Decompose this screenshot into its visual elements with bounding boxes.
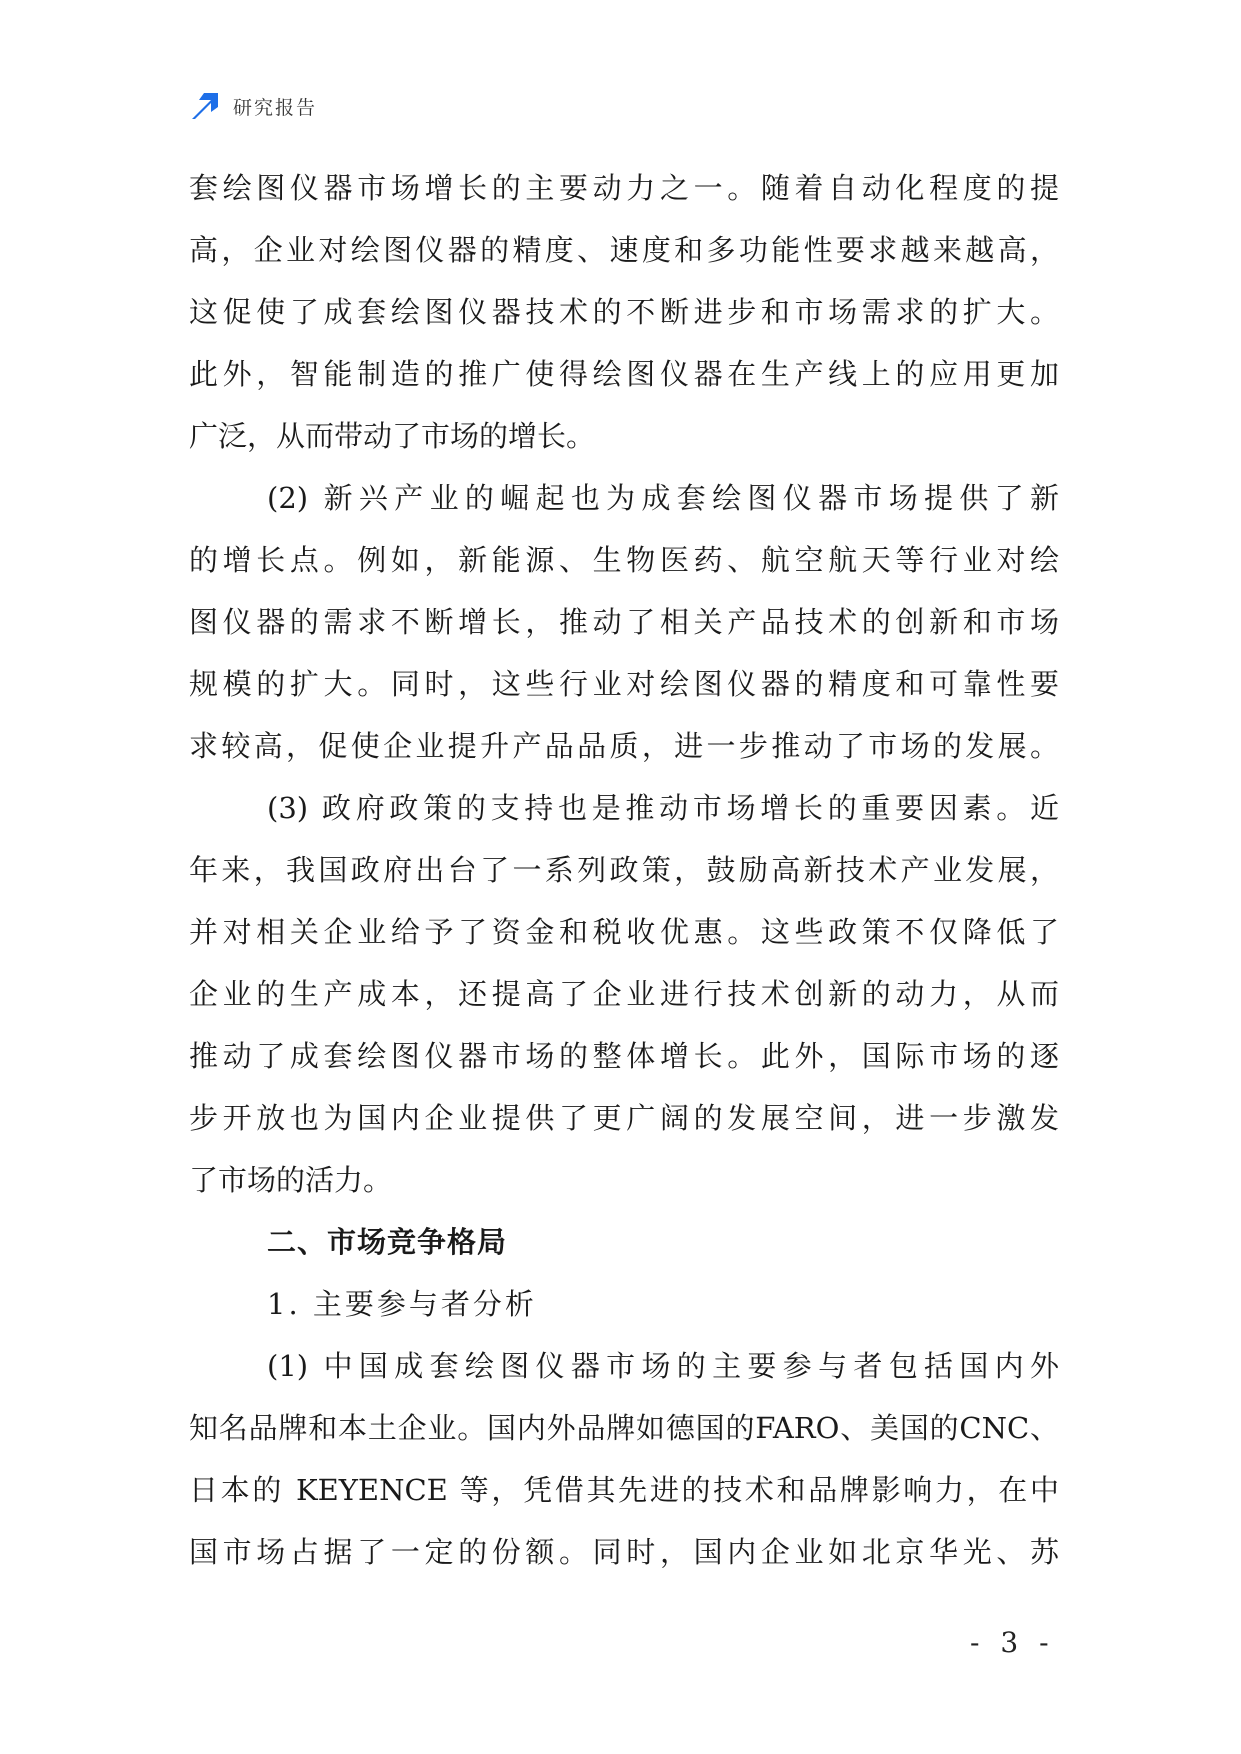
body-line: 这促使了成套绘图仪器技术的不断进步和市场需求的扩大。 bbox=[189, 295, 1059, 329]
body-line: 此外，智能制造的推广使得绘图仪器在生产线上的应用更加 bbox=[189, 357, 1059, 391]
body-line: 国市场占据了一定的份额。同时，国内企业如北京华光、苏 bbox=[189, 1535, 1059, 1569]
body-line: 图仪器的需求不断增长，推动了相关产品技术的创新和市场 bbox=[189, 605, 1059, 639]
body-line: (2) 新兴产业的崛起也为成套绘图仪器市场提供了新 bbox=[267, 481, 1059, 515]
body-line: 企业的生产成本，还提高了企业进行技术创新的动力，从而 bbox=[189, 977, 1059, 1011]
arrow-up-right-icon bbox=[189, 90, 221, 122]
body-line: 日本的 KEYENCE 等，凭借其先进的技术和品牌影响力，在中 bbox=[189, 1473, 1059, 1507]
report-header bbox=[189, 88, 317, 124]
section-heading: 二、市场竞争格局 bbox=[267, 1225, 508, 1259]
body-line: (1) 中国成套绘图仪器市场的主要参与者包括国内外 bbox=[267, 1349, 1059, 1383]
subsection-heading: 1. 主要参与者分析 bbox=[267, 1287, 537, 1321]
body-line: 高，企业对绘图仪器的精度、速度和多功能性要求越来越高， bbox=[189, 233, 1059, 267]
document-body bbox=[189, 157, 1059, 1583]
body-line: 了市场的活力。 bbox=[189, 1163, 393, 1197]
body-line: 套绘图仪器市场增长的主要动力之一。随着自动化程度的提 bbox=[189, 171, 1059, 205]
page-number: - 3 - bbox=[970, 1626, 1055, 1659]
header-title: 研究报告 bbox=[233, 96, 318, 119]
body-line: 求较高，促使企业提升产品品质，进一步推动了市场的发展。 bbox=[189, 729, 1059, 763]
body-line: 的增长点。例如，新能源、生物医药、航空航天等行业对绘 bbox=[189, 543, 1059, 577]
body-line: 步开放也为国内企业提供了更广阔的发展空间，进一步激发 bbox=[189, 1101, 1059, 1135]
body-line: 推动了成套绘图仪器市场的整体增长。此外，国际市场的逐 bbox=[189, 1039, 1059, 1073]
body-line: 规模的扩大。同时，这些行业对绘图仪器的精度和可靠性要 bbox=[189, 667, 1059, 701]
body-line: 知名品牌和本土企业。国内外品牌如德国的FARO、美国的CNC、 bbox=[189, 1411, 1059, 1445]
body-line: 年来，我国政府出台了一系列政策，鼓励高新技术产业发展， bbox=[189, 853, 1059, 887]
body-line: 广泛，从而带动了市场的增长。 bbox=[189, 419, 596, 453]
body-line: 并对相关企业给予了资金和税收优惠。这些政策不仅降低了 bbox=[189, 915, 1059, 949]
body-line: (3) 政府政策的支持也是推动市场增长的重要因素。近 bbox=[267, 791, 1059, 825]
